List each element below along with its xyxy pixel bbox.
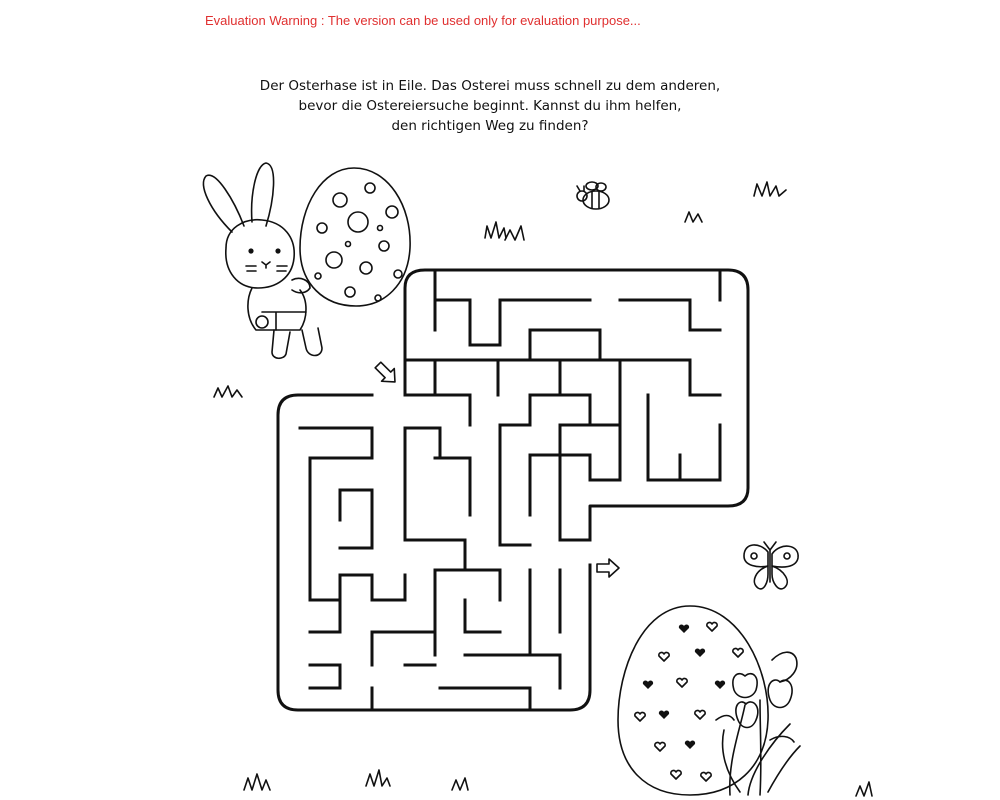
butterfly-icon — [744, 542, 798, 589]
end-arrow-icon — [597, 559, 619, 577]
instruction-line-2: bevor die Ostereiersuche beginnt. Kannst du ihm helfen, — [298, 98, 682, 114]
grass-tuft-icons — [214, 182, 872, 796]
maze — [278, 270, 748, 710]
maze-outer-wall-lower — [278, 395, 590, 710]
bunny-with-egg-icon — [204, 163, 411, 358]
decorated-egg-icon — [618, 606, 768, 795]
maze-inner-walls — [300, 270, 720, 710]
maze-outer-wall-upper — [405, 270, 748, 540]
tulip-flowers-icon — [716, 652, 800, 795]
evaluation-warning: Evaluation Warning : The version can be used only for evaluation purpose... — [205, 13, 641, 28]
start-arrow-icon — [372, 359, 402, 389]
heart-pattern — [635, 623, 743, 781]
instruction-line-1: Der Osterhase ist in Eile. Das Osterei muss schnell zu dem anderen, — [259, 78, 721, 94]
instruction-line-3: den richtigen Weg zu finden? — [391, 118, 589, 134]
bee-icon — [577, 182, 609, 209]
